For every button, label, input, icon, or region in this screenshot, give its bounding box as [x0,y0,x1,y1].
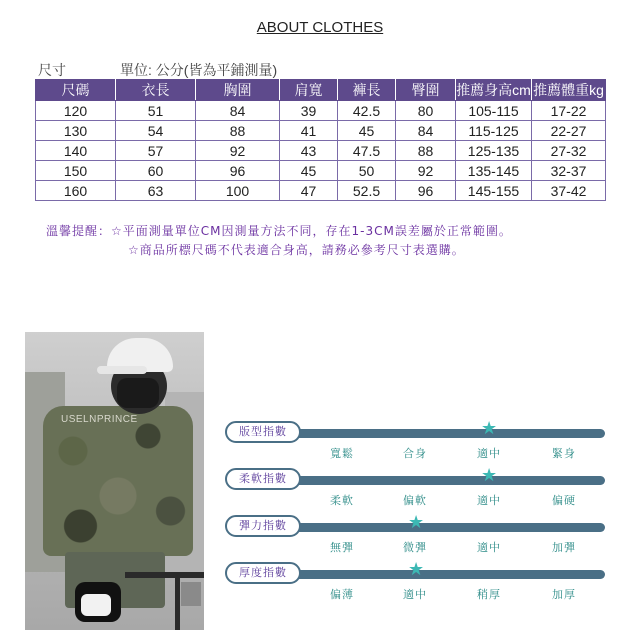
table-cell: 88 [196,121,280,141]
column-header: 尺碼 [36,80,116,101]
table-cell: 100 [196,181,280,201]
table-cell: 43 [280,141,338,161]
model-photo [25,332,204,630]
column-header: 臀圍 [396,80,456,101]
table-row [36,181,606,201]
index-option: 加彈 [552,541,576,554]
table-cell: 96 [396,181,456,201]
table-cell: 47 [280,181,338,201]
index-row-elasticity [225,514,615,558]
table-cell: 84 [196,101,280,121]
chair [125,572,204,578]
table-cell: 37-42 [532,181,606,201]
index-row-fit [225,420,615,464]
table-cell: 63 [116,181,196,201]
index-option: 合身 [403,447,427,460]
index-label: 彈力指數 [225,515,301,537]
unit-label: 單位: 公分(皆為平鋪測量) [120,62,278,78]
index-option: 稍厚 [477,588,501,601]
table-cell: 22-27 [532,121,606,141]
table-cell: 130 [36,121,116,141]
column-header: 胸圍 [196,80,280,101]
index-option: 偏薄 [330,588,354,601]
table-cell: 52.5 [338,181,396,201]
index-option: 適中 [477,541,501,554]
selected-star-icon: ★ [408,512,425,532]
selected-star-icon: ★ [408,559,425,579]
table-cell: 41 [280,121,338,141]
table-cell: 17-22 [532,101,606,121]
table-cell: 60 [116,161,196,181]
index-option: 適中 [477,447,501,460]
table-cell: 115-125 [456,121,532,141]
unit-row [38,60,618,78]
column-header: 褲長 [338,80,396,101]
column-header: 推薦體重kg [532,80,606,101]
table-cell: 51 [116,101,196,121]
shirt-print-text: USELNPRINCE [61,414,138,425]
sneaker-sole [81,594,111,616]
index-row-softness [225,467,615,511]
index-option: 適中 [477,494,501,507]
table-row [36,141,606,161]
cup [181,582,201,606]
column-header: 肩寬 [280,80,338,101]
table-row [36,121,606,141]
table-cell: 50 [338,161,396,181]
table-cell: 92 [196,141,280,161]
fabric-indices [225,420,615,630]
table-cell: 160 [36,181,116,201]
index-option: 柔軟 [330,494,354,507]
table-cell: 135-145 [456,161,532,181]
index-row-thickness [225,561,615,605]
face-mask [117,378,159,408]
index-label: 厚度指數 [225,562,301,584]
note-line-2: ☆商品所標尺碼不代表適合身高，請務必參考尺寸表選購。 [128,243,465,257]
page-title: ABOUT CLOTHES [256,19,384,36]
index-option: 微彈 [403,541,427,554]
table-cell: 47.5 [338,141,396,161]
index-option: 適中 [403,588,427,601]
index-option: 偏軟 [403,494,427,507]
table-cell: 39 [280,101,338,121]
table-cell: 57 [116,141,196,161]
table-cell: 92 [396,161,456,181]
table-cell: 96 [196,161,280,181]
index-option: 寬鬆 [330,447,354,460]
table-cell: 54 [116,121,196,141]
table-cell: 27-32 [532,141,606,161]
table-cell: 45 [280,161,338,181]
table-cell: 125-135 [456,141,532,161]
table-cell: 88 [396,141,456,161]
cap-brim [97,366,147,374]
table-row [36,161,606,181]
column-header: 推薦身高cm [456,80,532,101]
table-cell: 145-155 [456,181,532,201]
table-cell: 84 [396,121,456,141]
index-label: 柔軟指數 [225,468,301,490]
index-option: 緊身 [552,447,576,460]
table-cell: 140 [36,141,116,161]
table-header-row [36,80,606,101]
table-cell: 45 [338,121,396,141]
table-cell: 80 [396,101,456,121]
selected-star-icon: ★ [481,418,498,438]
size-label: 尺寸 [38,62,66,78]
selected-star-icon: ★ [481,465,498,485]
table-cell: 42.5 [338,101,396,121]
index-option: 無彈 [330,541,354,554]
index-option: 偏硬 [552,494,576,507]
table-cell: 105-115 [456,101,532,121]
table-cell: 120 [36,101,116,121]
table-cell: 150 [36,161,116,181]
size-table [35,79,606,201]
column-header: 衣長 [116,80,196,101]
chair-leg [175,572,180,630]
table-cell: 32-37 [532,161,606,181]
table-row [36,101,606,121]
index-label: 版型指數 [225,421,301,443]
note-line-1: 溫馨提醒：☆平面測量單位CM因測量方法不同，存在1-3CM誤差屬於正常範圍。 [46,224,512,238]
index-option: 加厚 [552,588,576,601]
camo-tshirt [43,406,193,556]
